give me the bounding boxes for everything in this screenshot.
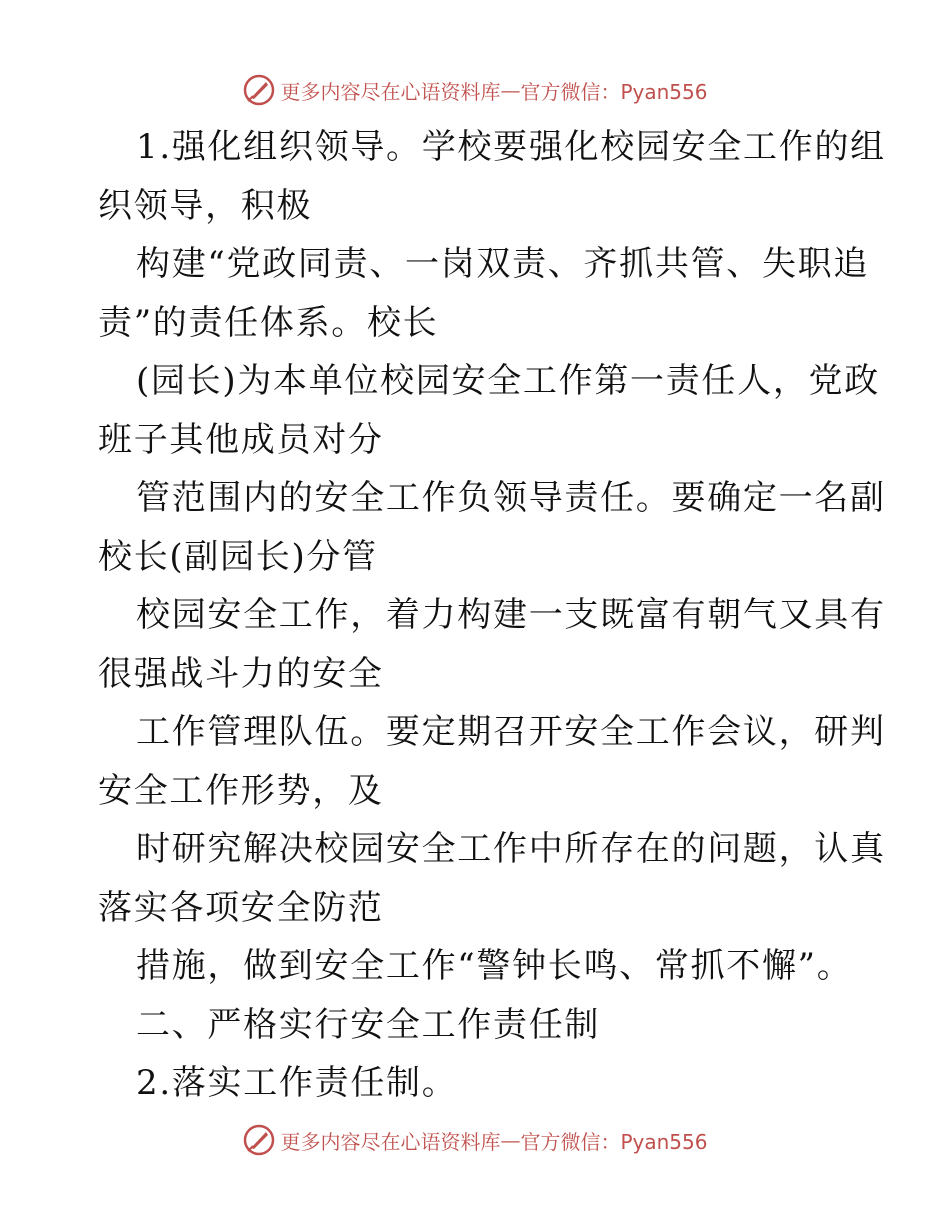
paragraph-first-line: 管范围内的安全工作负领导责任。要确定一名副 [136, 478, 886, 518]
paragraph-first-line: 时研究解决校园安全工作中所存在的问题，认真 [136, 829, 886, 869]
paragraph-continuation-line: 校长(副园长)分管 [98, 536, 378, 577]
watermark-text: 更多内容尽在心语资料库 [280, 79, 501, 104]
paragraph-continuation-line: 责”的责任体系。校长 [98, 302, 439, 343]
paragraph [98, 703, 886, 820]
paragraph [98, 352, 880, 469]
paragraph [98, 469, 886, 586]
watermark-wechat: 官方微信：Pyan556 [520, 79, 708, 104]
watermark-text: 更多内容尽在心语资料库 [280, 1129, 501, 1154]
paragraph-continuation-line: 落实各项安全防范 [98, 887, 384, 928]
header-watermark [0, 70, 950, 110]
paragraph-first-line: 构建“党政同责、一岗双责、齐抓共管、失职追 [136, 244, 870, 284]
paragraph-continuation-line: 织领导，积极 [98, 185, 313, 226]
paragraph-first-line: (园长)为本单位校园安全工作第一责任人，党政 [136, 361, 880, 401]
feather-pen-logo-icon [242, 1123, 276, 1157]
paragraph-continuation-line: 很强战斗力的安全 [98, 653, 384, 694]
paragraph [98, 235, 870, 352]
paragraph [98, 820, 886, 937]
section-heading [98, 996, 858, 1055]
paragraph-first-line: 1.强化组织领导。学校要强化校园安全工作的组 [136, 127, 886, 167]
paragraph [98, 118, 886, 235]
paragraph [98, 937, 858, 996]
feather-pen-logo-icon [242, 73, 276, 107]
paragraph [98, 1054, 858, 1113]
paragraph [98, 586, 886, 703]
watermark-dash: — [500, 1128, 521, 1152]
paragraph-first-line: 措施，做到安全工作“警钟长鸣、常抓不懈”。 [136, 946, 853, 986]
document-body [98, 118, 886, 1113]
paragraph-first-line: 工作管理队伍。要定期召开安全工作会议，研判 [136, 712, 886, 752]
watermark-dash: — [500, 78, 521, 102]
watermark-wechat: 官方微信：Pyan556 [520, 1129, 708, 1154]
paragraph-continuation-line: 安全工作形势，及 [98, 770, 384, 811]
paragraph-first-line: 2.落实工作责任制。 [136, 1063, 458, 1103]
paragraph-continuation-line: 班子其他成员对分 [98, 419, 384, 460]
footer-watermark [0, 1120, 950, 1160]
paragraph-first-line: 校园安全工作，着力构建一支既富有朝气又具有 [136, 595, 886, 635]
section-heading-text: 二、严格实行安全工作责任制 [136, 1004, 601, 1045]
